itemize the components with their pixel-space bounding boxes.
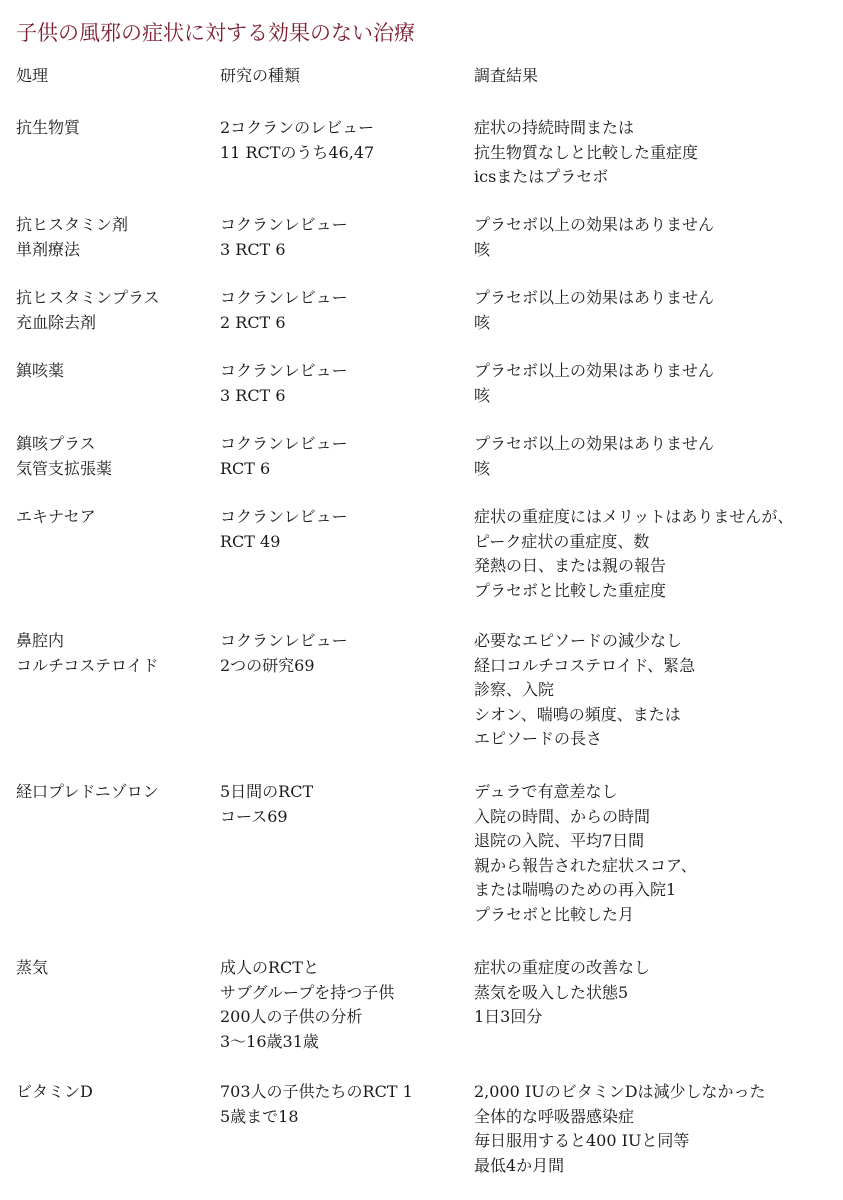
finding-cell-line: 2,000 IUのビタミンDは減少しなかった xyxy=(474,1082,766,1101)
page-title: 子供の風邪の症状に対する効果のない治療 xyxy=(16,21,415,45)
finding-cell xyxy=(474,780,839,927)
finding-cell-line: ピーク症状の重症度、数 xyxy=(474,531,650,551)
study-cell-line: 200人の子供の分析 xyxy=(220,1007,363,1026)
study-cell xyxy=(220,213,470,262)
study-cell-line: RCT 6 xyxy=(220,458,271,478)
finding-cell xyxy=(474,505,839,603)
treatment-cell-line: 鎮咳プラス xyxy=(16,434,96,453)
study-cell xyxy=(220,116,470,165)
header-finding: 調査結果 xyxy=(474,66,539,85)
study-cell xyxy=(220,956,470,1054)
treatment-cell-line: 単剤療法 xyxy=(16,239,81,259)
finding-cell xyxy=(474,432,839,481)
finding-cell-line: 症状の重症度にはメリットはありませんが、 xyxy=(474,507,794,526)
study-cell-line: コース69 xyxy=(220,806,288,826)
treatment-cell xyxy=(16,359,216,384)
treatment-cell xyxy=(16,116,216,141)
treatment-cell xyxy=(16,505,216,530)
study-cell xyxy=(220,286,470,335)
treatment-cell-line: エキナセア xyxy=(16,507,96,526)
treatment-cell-line: 鎮咳薬 xyxy=(16,361,65,380)
finding-cell xyxy=(474,629,839,752)
finding-cell xyxy=(474,116,839,190)
finding-cell-line: 症状の持続時間または xyxy=(474,118,635,137)
study-cell-line: コクランレビュー xyxy=(220,507,348,526)
finding-cell xyxy=(474,956,839,1030)
study-cell-line: 5日間のRCT xyxy=(220,782,314,801)
treatment-cell-line: 気管支拡張薬 xyxy=(16,458,113,478)
study-cell-line: コクランレビュー xyxy=(220,288,348,307)
finding-cell-line: 1日3回分 xyxy=(474,1007,543,1026)
finding-cell-line: 咳 xyxy=(474,458,491,478)
finding-cell-line: プラセボ以上の効果はありません xyxy=(474,434,715,453)
finding-cell-line: 退院の入院、平均7日間 xyxy=(474,831,645,850)
study-cell-line: 2つの研究69 xyxy=(220,655,315,675)
study-cell-line: 703人の子供たちのRCT 1 xyxy=(220,1082,413,1101)
finding-cell xyxy=(474,286,839,335)
finding-cell-line: または喘鳴のための再入院1 xyxy=(474,880,677,899)
table-header xyxy=(0,64,843,90)
study-cell-line: コクランレビュー xyxy=(220,434,348,453)
treatment-cell xyxy=(16,286,216,335)
study-cell-line: コクランレビュー xyxy=(220,215,348,234)
treatment-cell-line: ビタミンD xyxy=(16,1082,93,1101)
study-cell-line: コクランレビュー xyxy=(220,631,348,650)
treatment-cell xyxy=(16,956,216,981)
finding-cell-line: エピソードの長さ xyxy=(474,729,603,748)
finding-cell-line: プラセボ以上の効果はありません xyxy=(474,361,715,380)
study-cell-line: 3 RCT 6 xyxy=(220,239,286,259)
study-cell xyxy=(220,1080,470,1129)
study-cell-line: 3〜16歳31歳 xyxy=(220,1031,319,1051)
study-cell-line: 2 RCT 6 xyxy=(220,312,286,332)
study-cell-line: 成人のRCTと xyxy=(220,958,319,977)
study-cell-line: 5歳まで18 xyxy=(220,1106,299,1126)
finding-cell-line: 全体的な呼吸器感染症 xyxy=(474,1106,635,1126)
finding-cell-line: 発熱の日、または親の報告 xyxy=(474,556,667,575)
finding-cell-line: 抗生物質なしと比較した重症度 xyxy=(474,142,699,162)
treatment-cell xyxy=(16,1080,216,1105)
finding-cell-line: 毎日服用すると400 IUと同等 xyxy=(474,1131,690,1150)
header-treatment: 処理 xyxy=(16,66,49,85)
study-cell-line: コクランレビュー xyxy=(220,361,348,380)
finding-cell-line: プラセボ以上の効果はありません xyxy=(474,215,715,234)
study-cell xyxy=(220,359,470,408)
header-study: 研究の種類 xyxy=(220,66,301,85)
treatment-cell-line: 抗生物質 xyxy=(16,118,81,137)
finding-cell-line: icsまたはプラセボ xyxy=(474,167,609,186)
finding-cell xyxy=(474,359,839,408)
finding-cell-line: 咳 xyxy=(474,385,491,405)
finding-cell-line: 経口コルチコステロイド、緊急 xyxy=(474,655,696,675)
study-cell-line: 3 RCT 6 xyxy=(220,385,286,405)
treatment-cell-line: 抗ヒスタミンプラス xyxy=(16,288,160,307)
study-cell xyxy=(220,629,470,678)
finding-cell-line: シオン、喘鳴の頻度、または xyxy=(474,704,681,724)
study-cell-line: 11 RCTのうち46,47 xyxy=(220,142,375,162)
finding-cell-line: プラセボと比較した重症度 xyxy=(474,580,667,600)
treatment-cell-line: 鼻腔内 xyxy=(16,631,65,650)
finding-cell-line: プラセボ以上の効果はありません xyxy=(474,288,715,307)
study-cell-line: 2コクランのレビュー xyxy=(220,118,375,137)
treatment-cell xyxy=(16,629,216,678)
finding-cell-line: 最低4か月間 xyxy=(474,1155,565,1175)
finding-cell-line: デュラで有意差なし xyxy=(474,782,618,801)
treatment-cell xyxy=(16,432,216,481)
study-cell-line: サブグループを持つ子供 xyxy=(220,982,395,1002)
treatment-cell-line: 抗ヒスタミン剤 xyxy=(16,215,129,234)
study-cell xyxy=(220,780,470,829)
treatment-cell xyxy=(16,213,216,262)
treatment-cell-line: 経口プレドニゾロン xyxy=(16,782,159,801)
study-cell xyxy=(220,432,470,481)
finding-cell-line: 入院の時間、からの時間 xyxy=(474,806,651,826)
finding-cell-line: 咳 xyxy=(474,239,491,259)
treatment-cell xyxy=(16,780,216,805)
finding-cell-line: 診察、入院 xyxy=(474,680,555,699)
study-cell-line: RCT 49 xyxy=(220,531,281,551)
finding-cell xyxy=(474,213,839,262)
treatment-cell-line: コルチコステロイド xyxy=(16,655,159,675)
finding-cell xyxy=(474,1080,839,1178)
study-cell xyxy=(220,505,470,554)
treatment-cell-line: 蒸気 xyxy=(16,958,49,977)
finding-cell-line: プラセボと比較した月 xyxy=(474,904,635,924)
finding-cell-line: 必要なエピソードの減少なし xyxy=(474,631,683,650)
finding-cell-line: 蒸気を吸入した状態5 xyxy=(474,982,629,1002)
finding-cell-line: 症状の重症度の改善なし xyxy=(474,958,651,977)
finding-cell-line: 親から報告された症状スコア、 xyxy=(474,855,697,875)
finding-cell-line: 咳 xyxy=(474,312,491,332)
treatment-cell-line: 充血除去剤 xyxy=(16,312,97,332)
